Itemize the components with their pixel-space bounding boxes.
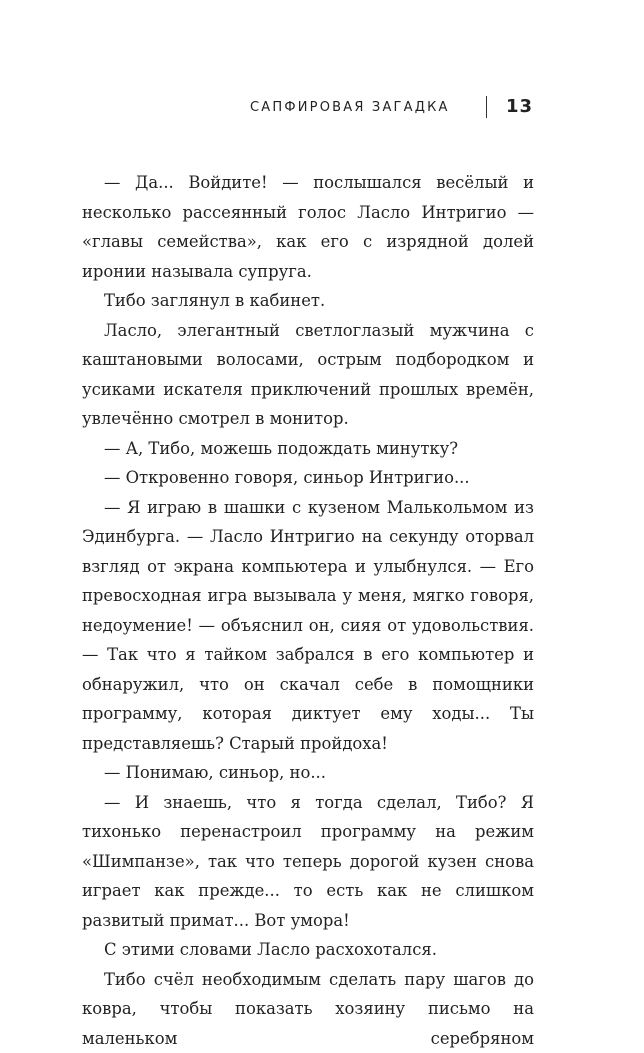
header-divider	[486, 96, 487, 118]
paragraph: — И знаешь, что я тогда сделал, Тибо? Я тихонько перенастроил программу на режим «Шимпанзе», так что теперь дорогой кузен снова играет как прежде... то есть как не слишком развитый примат... Вот умора!	[82, 788, 534, 936]
paragraph: — Откровенно говоря, синьор Интригио...	[82, 463, 534, 493]
paragraph: Ласло, элегантный светлоглазый мужчина с каштановыми волосами, острым подбородком и усиками искателя приключений прошлых времён, увлечённо смотрел в монитор.	[82, 316, 534, 434]
paragraph: — А, Тибо, можешь подождать минутку?	[82, 434, 534, 464]
paragraph: Тибо заглянул в кабинет.	[82, 286, 534, 316]
running-head	[250, 96, 530, 120]
page-number: 13	[506, 96, 533, 117]
paragraph: С этими словами Ласло расхохотался.	[82, 935, 534, 965]
paragraph: — Понимаю, синьор, но...	[82, 758, 534, 788]
paragraph: — Да... Войдите! — послышался весёлый и несколько рассеянный голос Ласло Интригио — «главы семейства», как его с изрядной долей иронии называла супруга.	[82, 168, 534, 286]
paragraph-continued: Тибо счёл необходимым сделать пару шагов до ковра, чтобы показать хозяину письмо на маленьком серебряном	[82, 965, 534, 1053]
chapter-title: САПФИРОВАЯ ЗАГАДКА	[250, 100, 450, 115]
body-text	[82, 168, 534, 1053]
paragraph: — Я играю в шашки с кузеном Малькольмом из Эдинбурга. — Ласло Интригио на секунду оторвал взгляд от экрана компьютера и улыбнулся. — Его превосходная игра вызывала у меня, мягко говоря, недоумение! — объяснил он, сияя от удовольствия. — Так что я тайком забрался в его компьютер и обнаружил, что он скачал себе в помощники программу, которая диктует ему ходы... Ты представляешь? Старый пройдоха!	[82, 493, 534, 759]
